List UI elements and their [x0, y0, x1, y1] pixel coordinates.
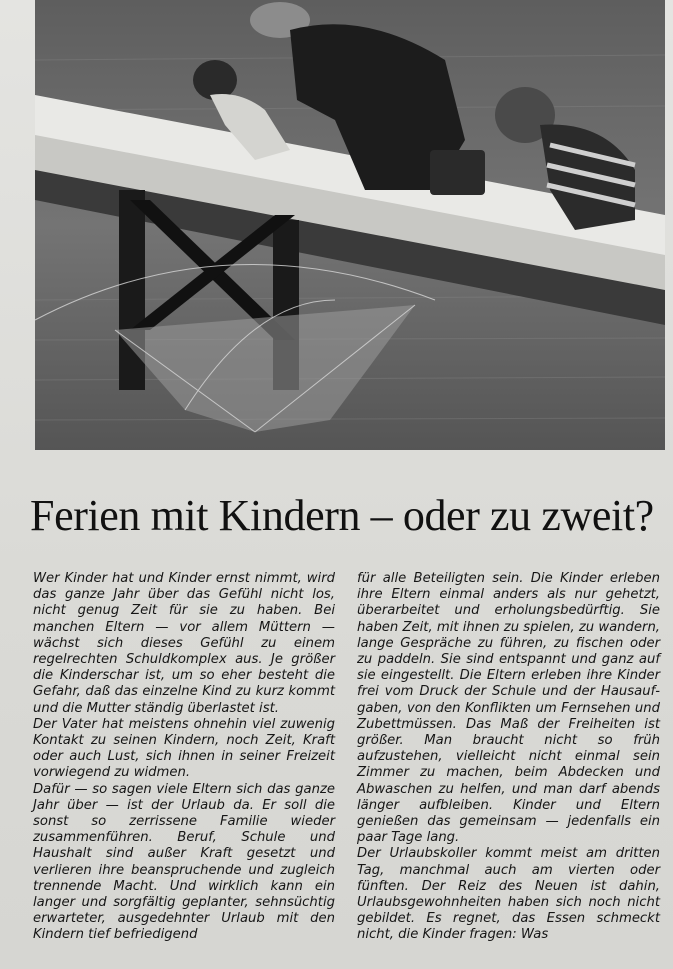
photo-illustration [35, 0, 665, 450]
article-column-left [33, 571, 335, 944]
paragraph: Wer Kinder hat und Kinder ernst nimmt, wird das ganze Jahr über das Gefühl nicht los, nicht genug Zeit für sie zu haben. Bei manchen Eltern — vor allem Müttern — wächst sich dieses Gefühl zu einem regelrechten Schuldkomplex aus. Je größer die Kinderschar ist, um so eher besteht die Gefahr, daß das einzelne Kind zu kurz kommt und die Mutter ständig überlastet ist. [33, 571, 335, 716]
article-headline: Ferien mit Kindern – oder zu zweit? [30, 491, 654, 540]
article-photo [35, 0, 665, 450]
paragraph: Der Urlaubskoller kommt meist am dritten Tag, manchmal auch am vierten oder fünften. Der Reiz des Neuen ist dahin, Urlaubsgewohnheiten haben sich noch nicht gebildet. Es regnet, das Essen schmeckt nicht, die Kinder fragen: Was [357, 846, 660, 943]
paragraph: Der Vater hat meistens ohnehin viel zuwenig Kontakt zu seinen Kindern, noch Zeit, Kraft oder auch Lust, sich ihnen in seiner Freizeit vorwiegend zu widmen. [33, 716, 335, 781]
paragraph: Dafür — so sagen viele Eltern sich das ganze Jahr über — ist der Urlaub da. Er soll die sonst so zerrissene Familie wieder zusammenführen. Beruf, Schule und Haushalt sind außer Kraft gesetzt und verlieren ihre beanspruchende und zugleich trennende Macht. Und wirklich kann ein langer und sorgfältig geplanter, sehnsüchtig erwarteter, ausgedehnter Urlaub mit den Kindern tief befriedigend [33, 781, 335, 943]
article-column-right [357, 571, 660, 944]
paragraph: für alle Beteiligten sein. Die Kinder erleben ihre Eltern einmal anders als nur gehetzt, überarbeitet und erholungsbedürftig. Sie haben Zeit, mit ihnen zu spielen, zu wandern, lange Gespräche zu führen, zu fischen oder zu paddeln. Sie sind entspannt und ganz auf sie eingestellt. Die Eltern erleben ihre Kinder frei vom Druck der Schule und der Hausaufgaben, von den Konflikten um Fernsehen und Zubettmüssen. Das Maß der Freiheiten ist größer. Man braucht nicht so früh aufzustehen, vielleicht nicht einmal sein Zimmer zu machen, beim Abdecken und Abwaschen zu helfen, und man darf abends länger aufbleiben. Kinder und Eltern genießen das gemeinsam — jedenfalls ein paar Tage lang. [357, 571, 660, 846]
